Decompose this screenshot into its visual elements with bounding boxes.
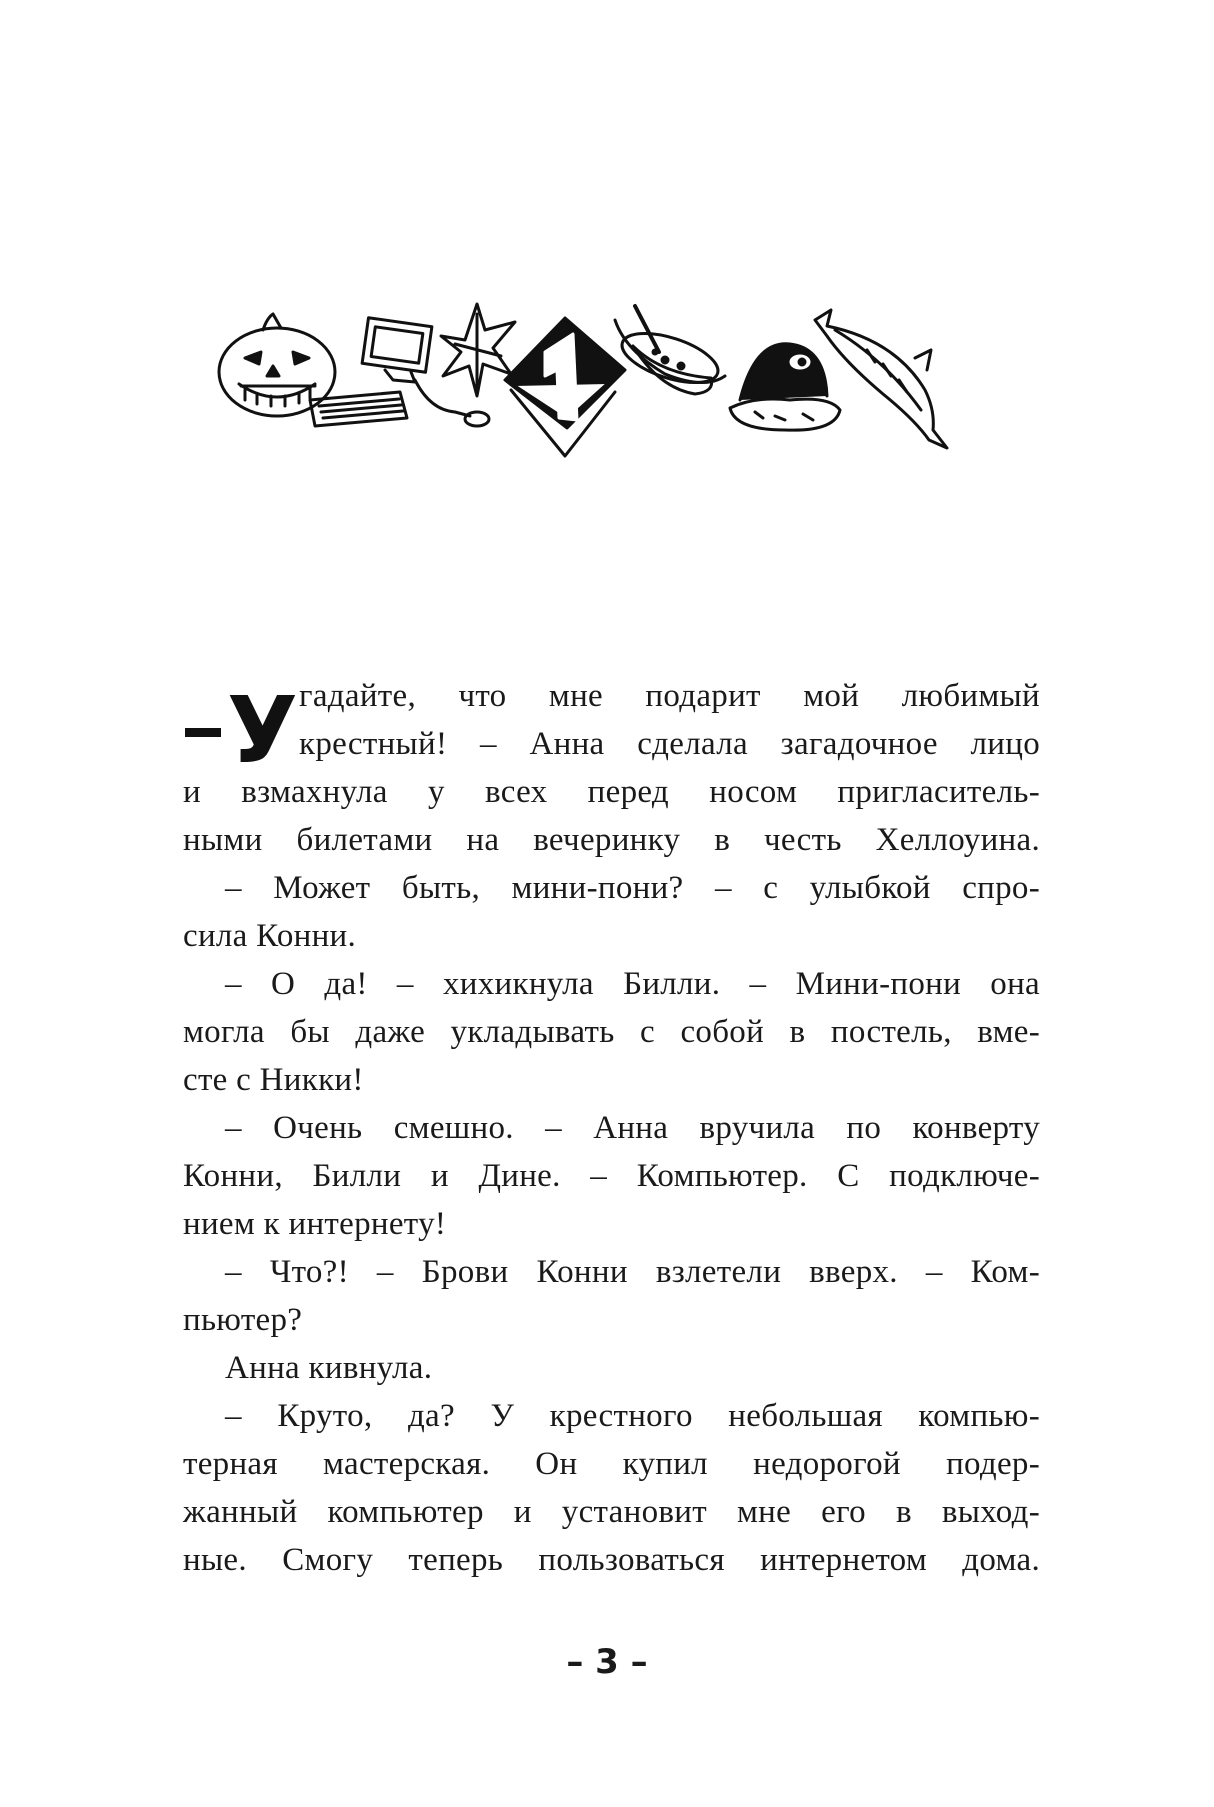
text-line: и взмахнула у всех перед носом пригласитель- [183,774,1040,810]
text-line: сте с Никки! [183,1062,364,1098]
chapter-ornament [215,300,1005,470]
text-line: – Может быть, мини-пони? – с улыбкой спро- [225,870,1040,906]
text-line: гадайте, что мне подарит мой любимый [299,678,1040,714]
text-line: – Очень смешно. – Анна вручила по конверту [225,1110,1040,1146]
computer-icon [310,318,489,426]
text-line: жанный компьютер и установит мне его в выход- [183,1494,1040,1530]
chapter-text [183,672,1040,1584]
text-line: – Круто, да? У крестного небольшая компью- [225,1398,1040,1434]
page-number: – 3 – [566,1642,648,1682]
drop-cap-dash [185,728,221,737]
text-line: ные. Смогу теперь пользоваться интернетом дома. [183,1542,1040,1578]
text-line: – О да! – хихикнула Билли. – Мини-пони она [225,966,1040,1002]
text-line: нием к интернету! [183,1206,447,1242]
text-line: – Что?! – Брови Конни взлетели вверх. – Ком- [225,1254,1040,1290]
mole-icon [730,344,840,430]
drop-cap-letter: У [227,677,298,772]
chapter-number-badge [505,318,625,456]
text-line: сила Конни. [183,918,357,954]
text-line: Анна кивнула. [225,1350,433,1386]
fish-icon [815,310,947,448]
leaf-icon [441,304,515,396]
drop-cap [183,676,299,772]
text-line: Конни, Билли и Дине. – Компьютер. С подключе- [183,1158,1040,1194]
text-line: терная мастерская. Он купил недорогой подер- [183,1446,1040,1482]
text-line: ными билетами на вечеринку в честь Хеллоуина. [183,822,1040,858]
text-line: пьютер? [183,1302,303,1338]
text-line: могла бы даже укладывать с собой в постель, вме- [183,1014,1040,1050]
text-line: крестный! – Анна сделала загадочное лицо [299,726,1040,762]
bowl-icon [615,306,725,394]
